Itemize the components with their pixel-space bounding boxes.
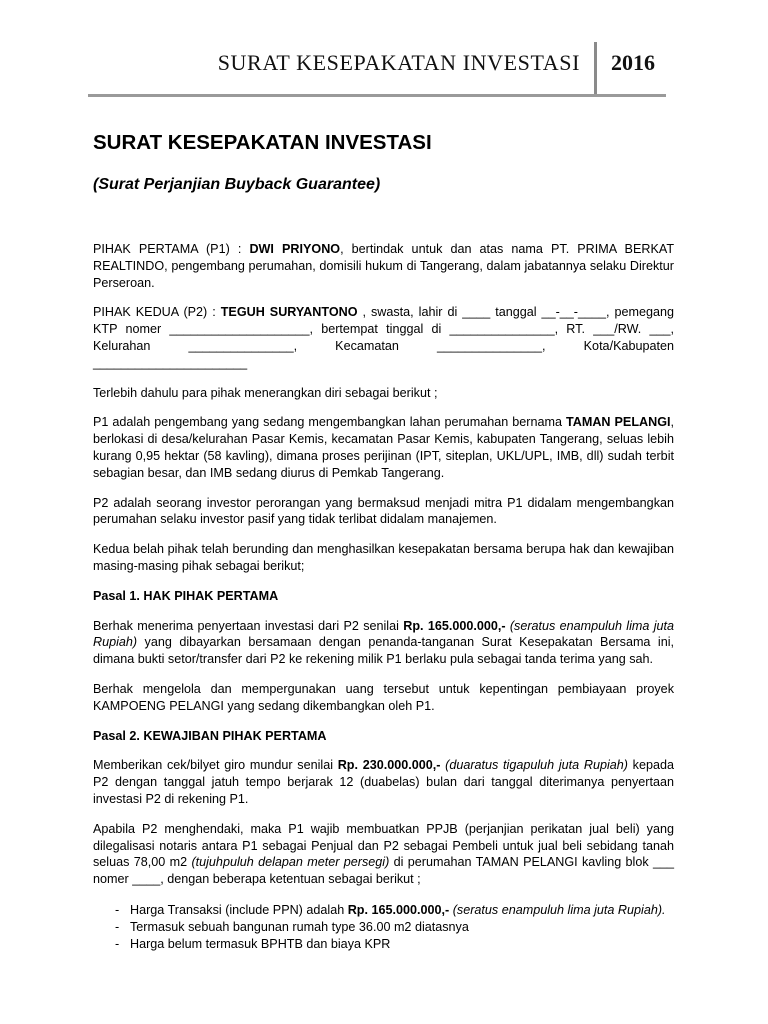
document-body [93,130,674,952]
party-one-text: , bertindak untuk dan atas nama PT. PRIMA BERKAT REALTINDO, pengembang perumahan, domisili hukum di Tangerang, dalam jabatannya selaku Direktur Perseroan. [93,242,675,290]
party-one-paragraph [93,241,674,291]
page-header [88,42,666,94]
pasal-1-heading: Pasal 1. HAK PIHAK PERTAMA [93,588,279,603]
list-dash: - [115,902,120,917]
item-text: Termasuk sebuah bangunan rumah type 36.00 m2 diatasnya [130,919,469,934]
pasal-1-amount: Rp. 165.000.000,- [403,618,506,633]
document-subtitle: (Surat Perjanjian Buyback Guarantee) [93,176,381,193]
item-amount: Rp. 165.000.000,- [347,902,450,917]
document-title: SURAT KESEPAKATAN INVESTASI [93,131,432,154]
pasal-2-area-words: (tujuhpuluh delapan meter persegi) [191,855,390,870]
pasal-2-amount-words: (duaratus tigapuluh juta Rupiah) [440,758,628,773]
project-name: TAMAN PELANGI [565,415,671,430]
header-year: 2016 [611,50,655,75]
p2-description-paragraph: P2 adalah seorang investor perorangan yang bermaksud menjadi mitra P1 didalam mengembangkan perumahan selaku investor pasif yang tidak terlibat didalam manajemen. [93,495,674,527]
pasal-2-p1-pre: Memberikan cek/bilyet giro mundur senilai [93,758,338,773]
agreement-paragraph: Kedua belah pihak telah berunding dan menghasilkan kesepakatan bersama berupa hak dan kewajiban masing-masing pihak sebagai berikut; [93,542,674,573]
list-item [93,936,674,953]
pasal-1-p1-pre: Berhak menerima penyertaan investasi dari P2 senilai [93,618,404,633]
item-amount-words: (seratus enampuluh lima juta Rupiah). [449,902,666,917]
pasal-2-amount: Rp. 230.000.000,- [337,758,441,773]
pasal-2-p1-post: kepada P2 dengan tanggal jatuh tempo berjarak 12 (duabelas) bulan dari tanggal diterimanya penyertaan investasi P2 di rekening P1. [93,758,674,806]
intro-paragraph: Terlebih dahulu para pihak menerangkan diri sebagai berikut ; [93,385,438,400]
terms-list [93,902,674,952]
list-dash: - [115,919,120,934]
pasal-1-p1-post: yang dibayarkan bersamaan dengan penanda-tanganan Surat Kesepakatan Bersama ini, dimana bukti setor/transfer dari P2 ke rekening milik P1 berlaku pula sebagai tanda terima yang sah. [93,635,674,667]
pasal-2-p2-pre: Apabila P2 menghendaki, maka P1 wajib membuatkan PPJB (perjanjian perikatan jual beli) yang dilegalisasi notaris antara P1 sebagai Penjual dan P2 sebagai Pembeli untuk jual beli sebidang tanah seluas 78,00 m2 [93,821,674,870]
list-item [93,919,674,936]
item-text: Harga belum termasuk BPHTB dan biaya KPR [130,936,391,951]
party-two-paragraph [93,304,674,371]
header-divider [594,42,597,94]
party-two-label: PIHAK KEDUA (P2) : [93,305,221,320]
header-title: SURAT KESEPAKATAN INVESTASI [217,50,580,75]
item-text: Harga Transaksi (include PPN) adalah [130,902,348,917]
list-item [93,902,674,919]
pasal-2-heading: Pasal 2. KEWAJIBAN PIHAK PERTAMA [93,728,327,743]
list-dash: - [115,936,120,951]
pasal-1-paragraph-2: Berhak mengelola dan mempergunakan uang tersebut untuk kepentingan pembiayaan proyek KAMPOENG PELANGI yang sedang dikembangkan oleh P1. [93,681,674,713]
party-one-label: PIHAK PERTAMA (P1) : [93,242,250,256]
header-rule [88,94,666,97]
pasal-2-p2-post: di perumahan TAMAN PELANGI kavling blok ___ nomer ____, dengan beberapa ketentuan sebagai berikut ; [93,855,674,887]
party-one-name: DWI PRIYONO [249,242,341,256]
pasal-1-paragraph-1 [93,618,674,668]
party-two-text: , swasta, lahir di ____ tanggal __-__-____, pemegang KTP nomer ____________________, bertempat tinggal di _______________, RT. ___/RW. ___, Kelurahan _______________, Kecamatan _______________, Kota/Kabupaten ______________________ [93,305,674,370]
pasal-2-paragraph-2 [93,821,674,888]
p1-description-paragraph [93,414,674,481]
party-two-name: TEGUH SURYANTONO [220,305,358,320]
pasal-1-amount-words: (seratus enampuluh lima juta Rupiah) [93,618,675,650]
p1-description-pre: P1 adalah pengembang yang sedang mengembangkan lahan perumahan bernama [93,415,566,430]
pasal-2-paragraph-1 [93,757,674,807]
p1-description-post: , berlokasi di desa/kelurahan Pasar Kemis, kecamatan Pasar Kemis, kabupaten Tangerang, seluas lebih kurang 0,95 hektar (58 kavling), dimana proses perijinan (IPT, siteplan, UKL/UPL, IMB, dll) sudah terbit sebagian besar, dan IMB sedang diurus di Pemkab Tangerang. [93,415,674,480]
